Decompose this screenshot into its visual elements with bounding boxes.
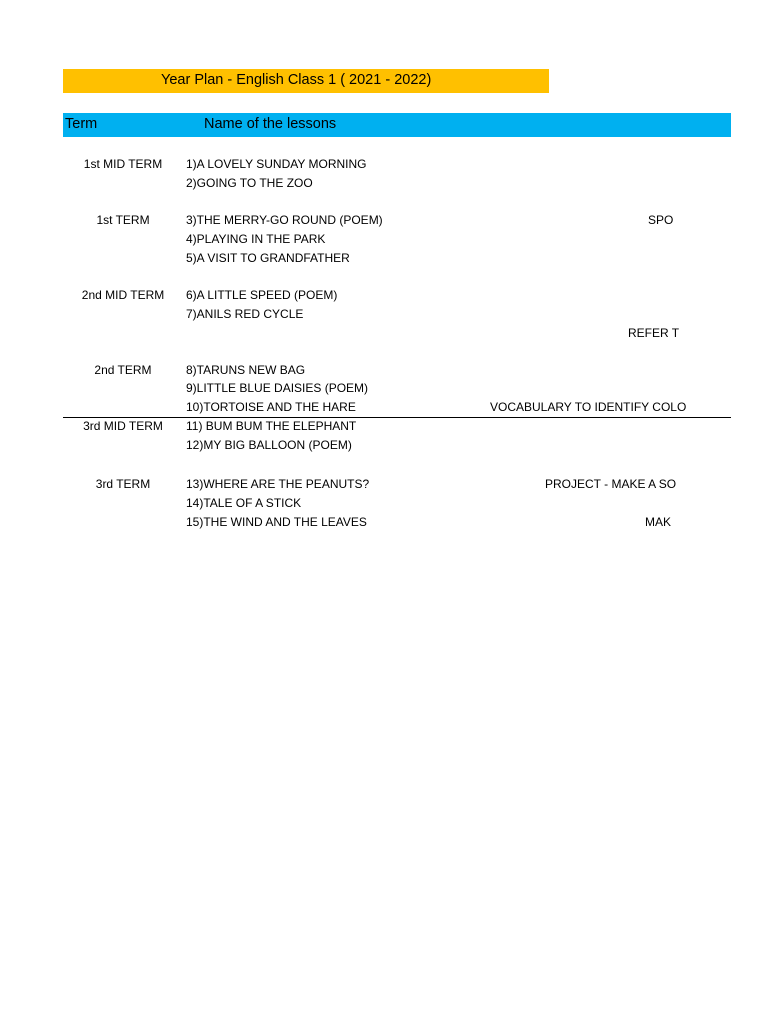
activity-cell [420,326,680,342]
activity-cell [420,400,687,416]
lesson-item: 13)WHERE ARE THE PEANUTS? [186,477,370,491]
activity-cell [420,213,672,229]
term-2nd: 2nd TERM [94,363,152,377]
activity-text: PROJECT - MAKE A SO [545,477,677,491]
lesson-item: 1)A LOVELY SUNDAY MORNING [186,157,367,171]
header-term: Term [65,116,98,132]
lesson-item: 5)A VISIT TO GRANDFATHER [186,251,350,265]
term-2nd-mid: 2nd MID TERM [81,288,165,302]
page-title: Year Plan - English Class 1 ( 2021 - 2022) [161,72,432,88]
header-lessons: Name of the lessons [204,116,337,132]
term-1st-mid: 1st MID TERM [83,157,163,171]
lesson-item: 12)MY BIG BALLOON (POEM) [186,438,352,452]
activity-text: VOCABULARY TO IDENTIFY COLO [490,400,687,414]
lesson-item: 3)THE MERRY-GO ROUND (POEM) [186,213,383,227]
lesson-item: 14)TALE OF A STICK [186,496,302,510]
term-3rd-mid: 3rd MID TERM [83,419,163,433]
activity-text: SPO [648,213,674,227]
lesson-item: 10)TORTOISE AND THE HARE [186,400,356,414]
term-3rd: 3rd TERM [95,477,151,491]
row-divider [63,417,731,418]
title-bar [63,69,549,93]
activity-text: REFER T [628,326,680,340]
lesson-item: 9)LITTLE BLUE DAISIES (POEM) [186,381,369,395]
activity-cell [420,477,677,493]
header-row [63,113,731,137]
lesson-item: 2)GOING TO THE ZOO [186,176,313,190]
activity-text: MAK [645,515,672,529]
activity-cell [420,515,672,531]
lesson-item: 8)TARUNS NEW BAG [186,363,306,377]
lesson-item: 15)THE WIND AND THE LEAVES [186,515,367,529]
term-1st: 1st TERM [96,213,150,227]
lesson-item: 11) BUM BUM THE ELEPHANT [186,419,357,433]
lesson-item: 7)ANILS RED CYCLE [186,307,304,321]
lesson-item: 4)PLAYING IN THE PARK [186,232,326,246]
lesson-item: 6)A LITTLE SPEED (POEM) [186,288,338,302]
